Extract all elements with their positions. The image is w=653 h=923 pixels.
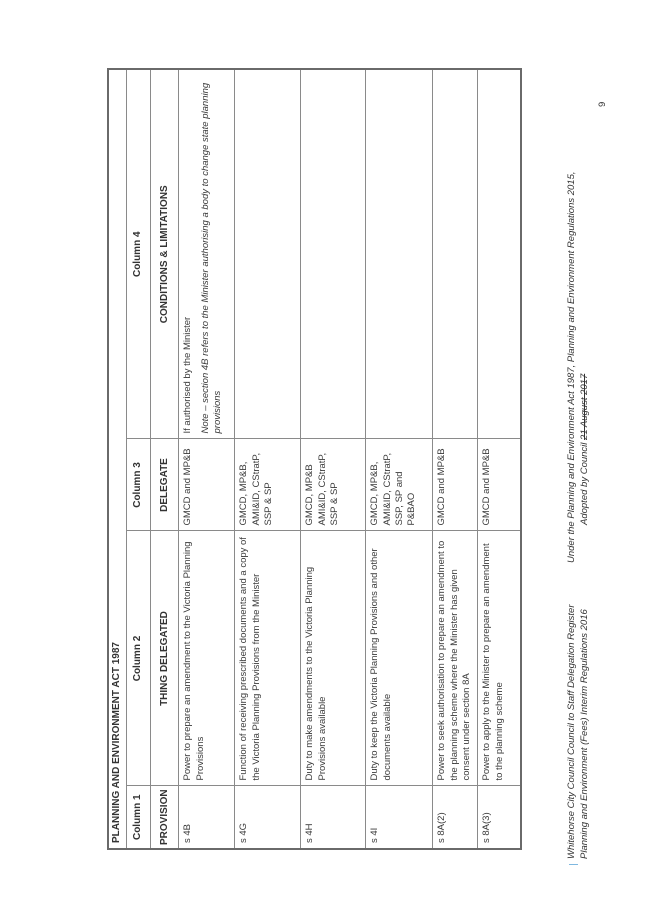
footer-left-line2: Planning and Environment (Fees) Interim Regulations 2016 [579, 609, 590, 859]
provision-cell: s 4B [179, 786, 235, 849]
column-number-1: Column 1 [126, 786, 150, 849]
delegate-cell: GMCD, MP&B, AMI&ID, CStratP, SSP & SP [235, 439, 301, 531]
provision-cell: s 4H [301, 786, 366, 849]
table-row [478, 69, 521, 849]
struck-date: 21 August 2017 [579, 373, 590, 440]
thing-cell: Power to prepare an amendment to the Victoria Planning Provisions [179, 531, 235, 786]
column-number-2: Column 2 [126, 531, 150, 786]
conditions-cell [235, 69, 301, 439]
adopted-label: Adopted by Council [579, 439, 590, 525]
column-number-row [126, 69, 150, 849]
provision-cell: s 8A(2) [433, 786, 478, 849]
header-thing-delegated: THING DELEGATED [150, 531, 179, 786]
table-row [301, 69, 366, 849]
delegate-cell: GMCD, MP&B, AMI&ID, CStratP, SSP, SP and P&BAO [366, 439, 433, 531]
delegate-cell: GMCD, MP&B AMI&ID, CStratP, SSP & SP [301, 439, 366, 531]
column-header-row [150, 69, 179, 849]
delegate-cell: GMCD and MP&B [179, 439, 235, 531]
provision-cell: s 4I [366, 786, 433, 849]
table-row [366, 69, 433, 849]
table-row [433, 69, 478, 849]
page-number: 9 [597, 101, 608, 107]
conditions-cell [366, 69, 433, 439]
delegate-cell: GMCD and MP&B [478, 439, 521, 531]
thing-cell: Function of receiving prescribed documents and a copy of the Victoria Planning Provisions from the Minister [235, 531, 301, 786]
footer-right-line1: Under the Planning and Environment Act 1987, Planning and Environment Regulations 2015, [566, 171, 577, 563]
delegate-cell: GMCD and MP&B [433, 439, 478, 531]
provision-cell: s 8A(3) [478, 786, 521, 849]
header-delegate: DELEGATE [150, 439, 179, 531]
condition-note: Note – section 4B refers to the Minister authorising a body to change state planning provisions [199, 82, 223, 434]
conditions-cell [433, 69, 478, 439]
table-row [235, 69, 301, 849]
delegation-table [107, 68, 522, 850]
header-conditions: CONDITIONS & LIMITATIONS [150, 69, 179, 439]
thing-cell: Power to seek authorisation to prepare an amendment to the planning scheme where the Minister has given consent under section 8A [433, 531, 478, 786]
conditions-cell [478, 69, 521, 439]
column-number-4: Column 4 [126, 69, 150, 439]
thing-cell: Duty to keep the Victoria Planning Provisions and other documents available [366, 531, 433, 786]
thing-cell: Duty to make amendments to the Victoria Planning Provisions available [301, 531, 366, 786]
footer-left-line1: Whitehorse City Council Council to Staff Delegation Register [566, 604, 577, 859]
table-row [179, 69, 235, 849]
footer-marker [569, 864, 578, 865]
condition-text: If authorised by the Minister [182, 316, 194, 434]
act-title-row [108, 69, 126, 849]
provision-cell: s 4G [235, 786, 301, 849]
thing-cell: Power to apply to the Minister to prepare an amendment to the planning scheme [478, 531, 521, 786]
conditions-cell [179, 69, 235, 439]
header-provision: PROVISION [150, 786, 179, 849]
act-title: PLANNING AND ENVIRONMENT ACT 1987 [108, 69, 126, 849]
conditions-cell [301, 69, 366, 439]
footer-right-line2 [579, 374, 590, 525]
column-number-3: Column 3 [126, 439, 150, 531]
